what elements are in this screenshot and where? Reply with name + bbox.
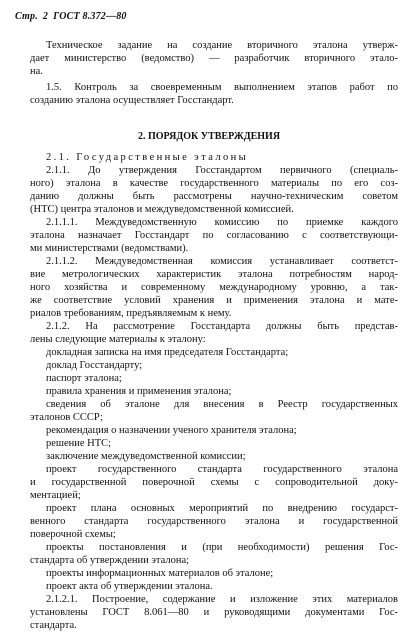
text-line: эталона назначает Госстандарт по согласованию с соответствующи- [30,230,398,241]
list-item: паспорт эталона; [46,373,122,384]
text-line: же соответствие условий хранения и применения эталона и мате- [30,295,398,306]
text-line: стандарта об утверждении эталона; [30,555,190,566]
text-line: дает министерство (ведомство) — разработчик вторичного этало- [30,53,398,64]
list-item: докладная записка на имя председателя Госстандарта; [46,347,289,358]
text-line: (НТС) центра эталонов и междуведомственной комиссией. [30,204,294,215]
paragraph-technical-assignment [30,39,398,78]
page-number: 2 [42,11,49,22]
text-line: ного) эталона в качестве государственного материалы по его соз- [30,178,398,189]
text-line: 2.1.2.1. Построение, содержание и изложение этих материалов [46,594,398,605]
text-line: ного хозяйства и современному международному уровню, а так- [30,282,398,293]
text-line: установлены ГОСТ 8.061—80 и руководящими документами Гос- [30,607,398,618]
subsection-heading: 2.1. Государственные эталоны [46,152,249,163]
list-item: сведения об эталоне для внесения в Реестр государственных [46,399,398,410]
text-line: и государственной поверочной схемы с сопроводительной доку- [30,477,398,488]
section-body [30,151,398,632]
page-label: Стр. [15,11,38,22]
text-line: венного стандарта государственного эталона и государственной [30,516,398,527]
text-line: на. [30,66,43,77]
list-item: доклад Госстандарту; [46,360,143,371]
paragraph-1-5 [30,81,398,107]
list-item: проект акта об утверждении эталона. [46,581,213,592]
text-line: риалов требованиям, предъявляемым к нему. [30,308,232,319]
page-header [15,11,132,22]
text-line: вие метрологических характеристик эталона потребностям народ- [30,269,398,280]
text-line: 1.5. Контроль за своевременным выполнением этапов работ по [46,82,398,93]
text-line: стандарта. [30,620,77,631]
text-line: 2.1.1.2. Междуведомственная комиссия устанавливает соответст- [46,256,398,267]
text-line: 2.1.2. На рассмотрение Госстандарта должны быть представ- [46,321,398,332]
text-line: 2.1.1. До утверждения Госстандартом первичного (специаль- [46,165,398,176]
text-line: поверочной схемы; [30,529,116,540]
list-item: рекомендация о назначении ученого хранителя эталона; [46,425,297,436]
list-item: решение НТС; [46,438,112,449]
document-code: ГОСТ 8.372—80 [53,11,127,22]
list-item: проект плана основных мероприятий по внедрению государст- [46,503,398,514]
list-item: проекты постановления и (при необходимости) решения Гос- [46,542,398,553]
text-line: лены следующие материалы к эталону: [30,334,206,345]
text-line: эталонов СССР; [30,412,104,423]
list-item: проекты информационных материалов об эталоне; [46,568,274,579]
section-title: 2. ПОРЯДОК УТВЕРЖДЕНИЯ [137,131,281,142]
text-line: 2.1.1.1. Междуведомственную комиссию по приемке каждого [46,217,398,228]
text-line: ментацией; [30,490,81,501]
text-line: данию должны быть рассмотрены научно-техническим советом [30,191,398,202]
text-line: Техническое задание на создание вторичного эталона утверж- [46,40,398,51]
text-line: ми министерствами (ведомствами). [30,243,189,254]
list-item: заключение междуведомственной комиссии; [46,451,246,462]
list-item: правила хранения и применения эталона; [46,386,232,397]
text-line: созданию эталона осуществляет Госстандарт. [30,95,234,106]
list-item: проект государственного стандарта государственного эталона [46,464,398,475]
